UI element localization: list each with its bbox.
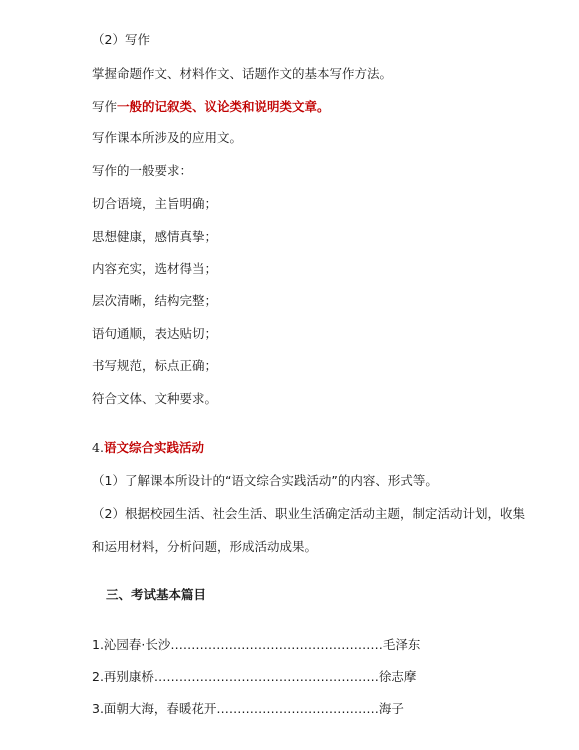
writing-requirements-title: 写作的一般要求： — [92, 163, 193, 178]
writing-paragraph-2 — [92, 99, 330, 115]
requirement-item: 层次清晰，结构完整； — [92, 293, 218, 308]
practice-heading-title: 语文综合实践活动 — [103, 440, 204, 455]
practice-heading — [92, 440, 204, 456]
requirement-item: 书写规范，标点正确； — [92, 358, 218, 373]
practice-heading-number: 4. — [92, 440, 104, 455]
writing-paragraph-3: 写作课本所涉及的应用文。 — [92, 130, 243, 145]
writing-paragraph-2-prefix: 写作 — [92, 99, 118, 114]
work-entry: 3.面朝大海，春暖花开…………………………………海子 — [92, 701, 404, 716]
work-entry: 1.沁园春·长沙……………………………………………毛泽东 — [92, 637, 421, 652]
writing-heading: （2）写作 — [92, 32, 150, 47]
writing-paragraph-2-emphasis: 一般的记叙类、议论类和说明类文章。 — [117, 99, 330, 114]
requirement-item: 内容充实，选材得当； — [92, 261, 218, 276]
requirement-item: 符合文体、文种要求。 — [92, 391, 218, 406]
practice-item-2-line-1: （2）根据校园生活、社会生活、职业生活确定活动主题，制定活动计划，收集 — [92, 506, 525, 521]
work-entry: 2.再别康桥………………………………………………徐志摩 — [92, 669, 417, 684]
requirement-item: 语句通顺，表达贴切； — [92, 326, 218, 341]
practice-item-2-line-2: 和运用材料，分析问题，形成活动成果。 — [92, 539, 318, 554]
requirement-item: 思想健康，感情真挚； — [92, 229, 218, 244]
section-3-heading: 三、考试基本篇目 — [106, 587, 207, 602]
writing-paragraph-1: 掌握命题作文、材料作文、话题作文的基本写作方法。 — [92, 66, 393, 81]
requirement-item: 切合语境，主旨明确； — [92, 196, 218, 211]
practice-item-1: （1）了解课本所设计的“语文综合实践活动”的内容、形式等。 — [92, 473, 438, 488]
